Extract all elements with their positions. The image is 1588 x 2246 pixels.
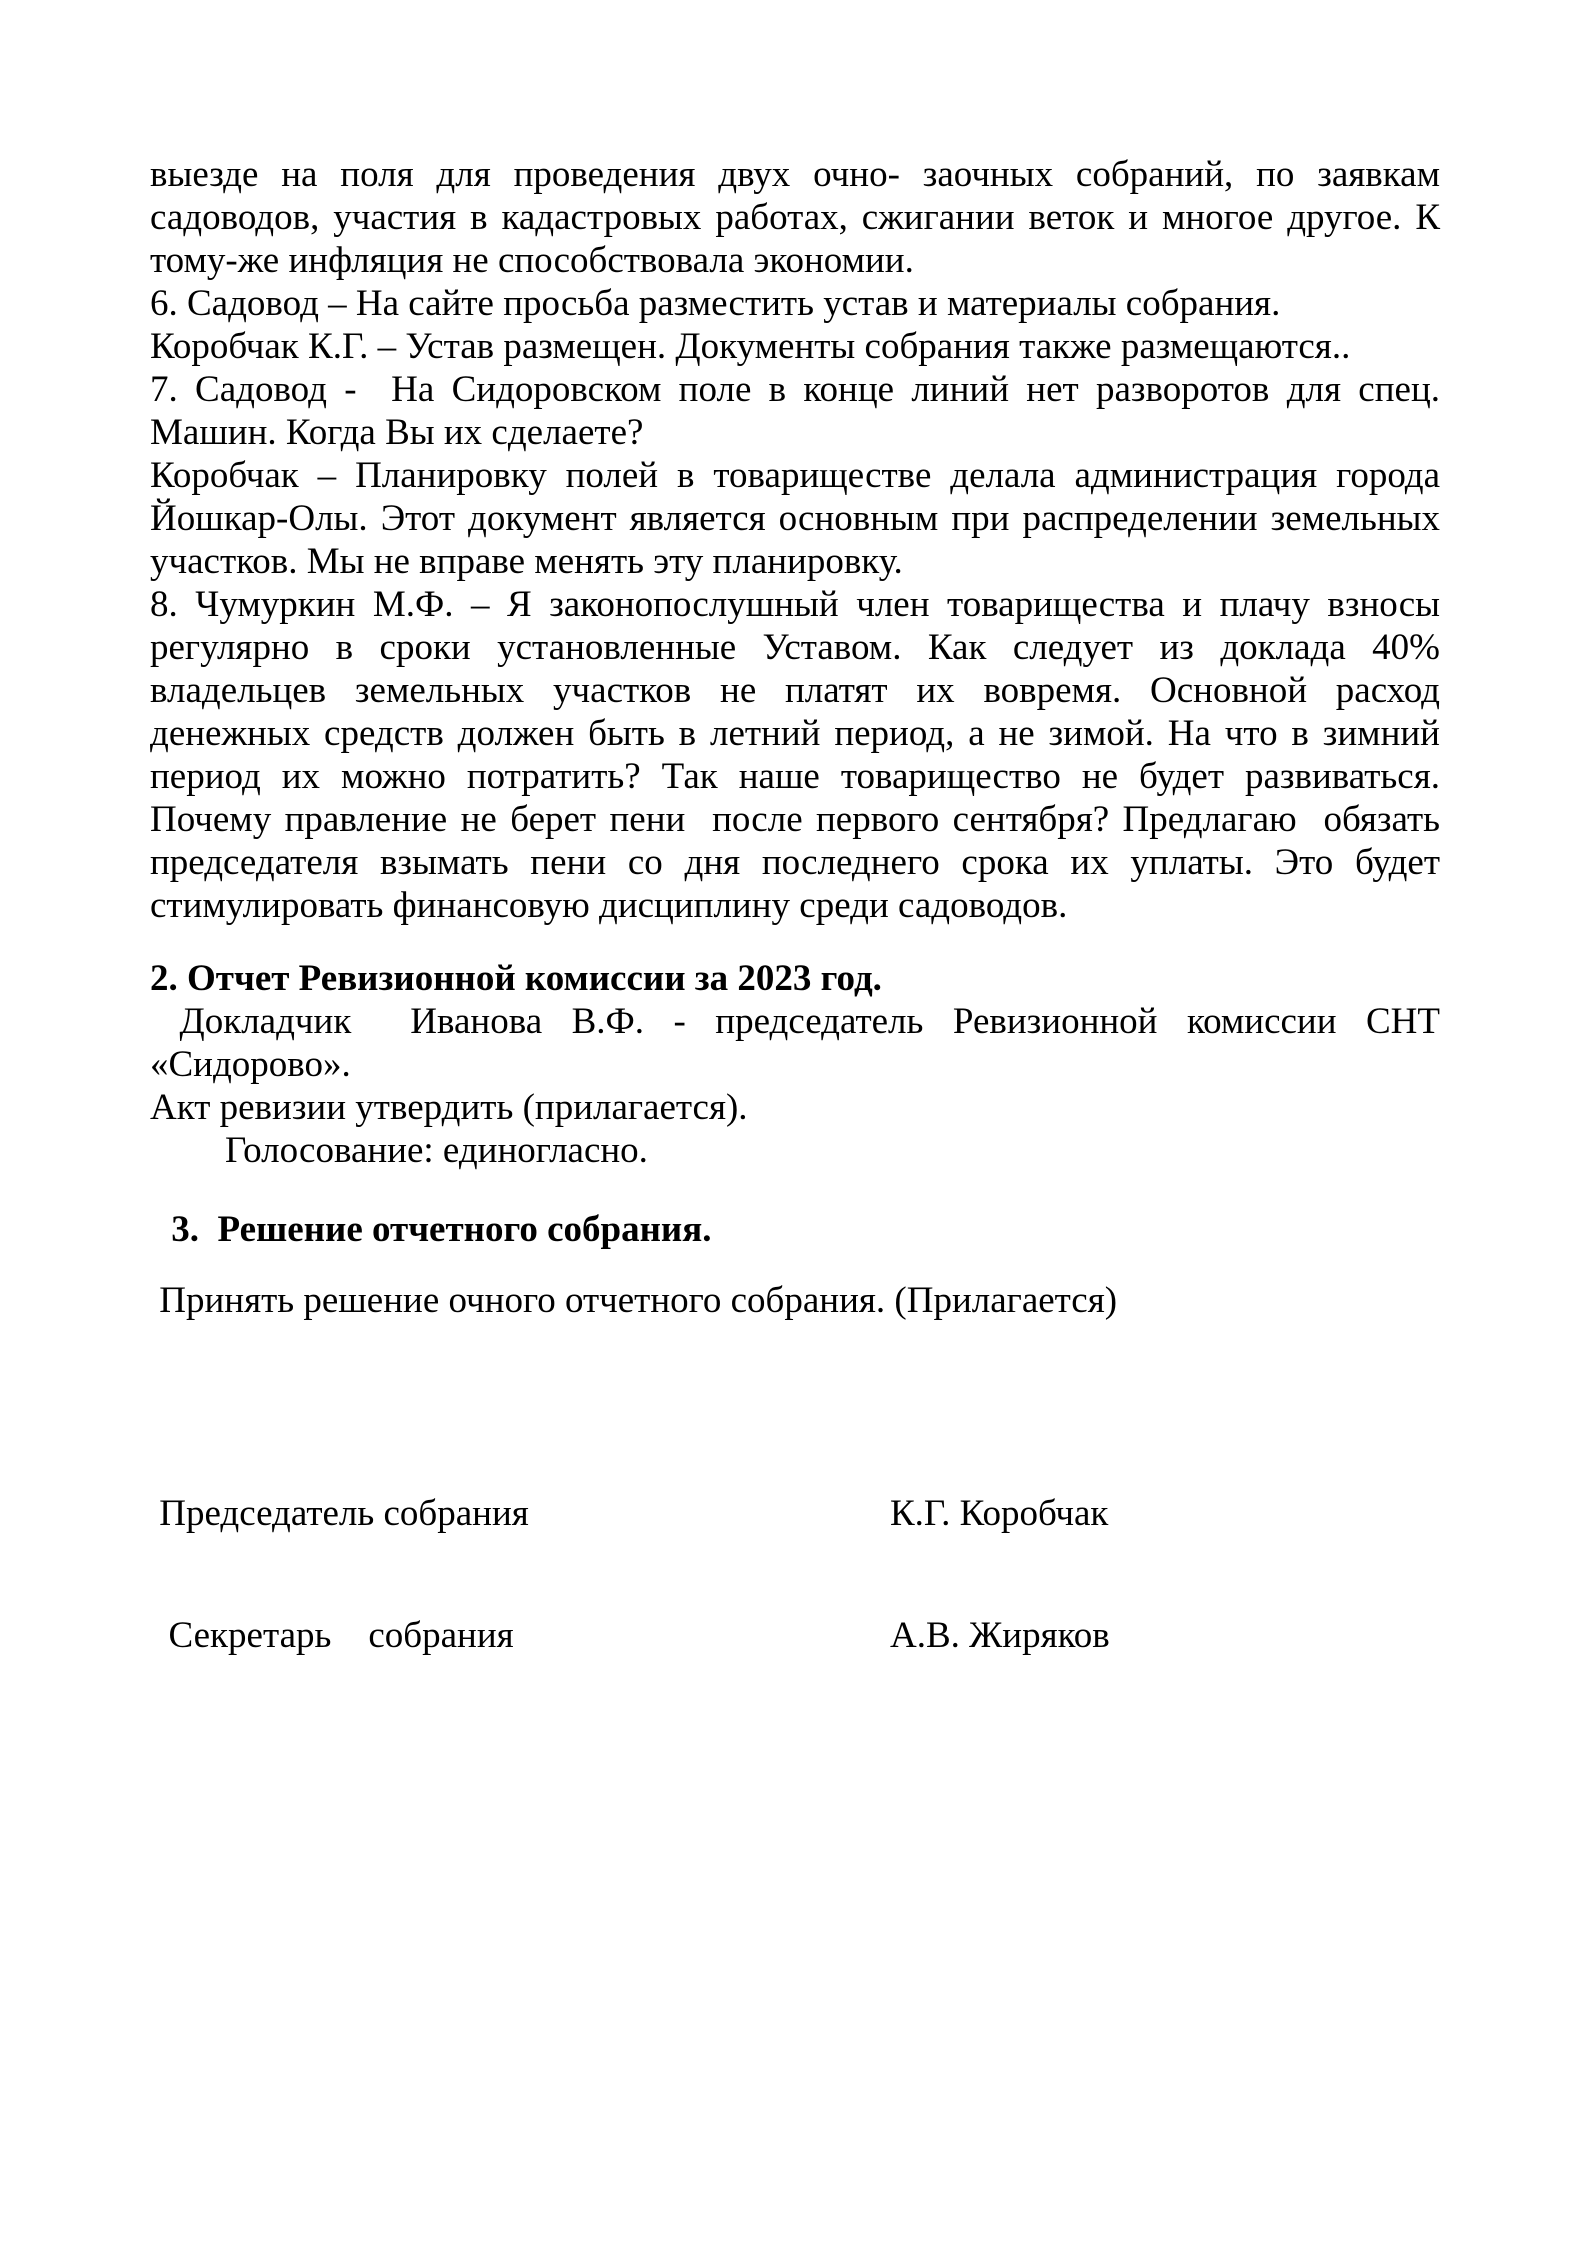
paragraph: Голосование: единогласно. [225, 1130, 648, 1171]
spacer [150, 1172, 1440, 1208]
section-heading: 2. Отчет Ревизионной комиссии за 2023 год. [150, 958, 882, 999]
paragraph: Акт ревизии утвердить (прилагается). [150, 1087, 748, 1128]
paragraph: Докладчик Иванова В.Ф. - председатель Ревизионной комиссии СНТ «Сидорово». [150, 1001, 1450, 1085]
signature-name: А.В. Жиряков [890, 1615, 1110, 1656]
paragraph: 7. Садовод - На Сидоровском поле в конце линий нет разворотов для спец. Машин. Когда Вы их сделаете? [150, 369, 1450, 453]
signature-row [150, 1492, 1440, 1535]
signature-row [150, 1614, 1440, 1657]
document-blocks [150, 153, 1450, 1322]
paragraph: Принять решение очного отчетного собрания. (Прилагается) [150, 1280, 1118, 1321]
paragraph: выезде на поля для проведения двух очно- заочных собраний, по заявкам садоводов, участия в кадастровых работах, сжигании веток и многое другое. К тому-же инфляция не способствовала экономии. [150, 154, 1450, 281]
paragraph: Коробчак К.Г. – Устав размещен. Документы собрания также размещаются.. [150, 326, 1351, 367]
signature-block [150, 1492, 1440, 1657]
paragraph: 6. Садовод – На сайте просьба разместить устав и материалы собрания. [150, 283, 1281, 324]
paragraph: Коробчак – Планировку полей в товариществе делала администрация города Йошкар-Олы. Этот документ является основным при распределении земельных участков. Мы не вправе менять эту планировку. [150, 455, 1450, 582]
signature-name: К.Г. Коробчак [890, 1493, 1109, 1534]
paragraph: 8. Чумуркин М.Ф. – Я законопослушный член товарищества и плачу взносы регулярно в сроки установленные Уставом. Как следует из доклада 40% владельцев земельных участков не платят их вовремя. Основной расход денежных средств должен быть в летний период, а не зимой. На что в зимний период их можно потратить? Так наше товарищество не будет развиваться. Почему правление не берет пени после первого сентября? Предлагаю обязать председателя взымать пени со дня последнего срока их уплаты. Это будет стимулировать финансовую дисциплину среди садоводов. [150, 584, 1450, 926]
signature-label: Председатель собрания [150, 1493, 529, 1534]
spacer [150, 1251, 1440, 1279]
spacer [150, 927, 1440, 957]
signature-label: Секретарь собрания [150, 1615, 514, 1656]
section-heading: 3. Решение отчетного собрания. [162, 1209, 712, 1250]
